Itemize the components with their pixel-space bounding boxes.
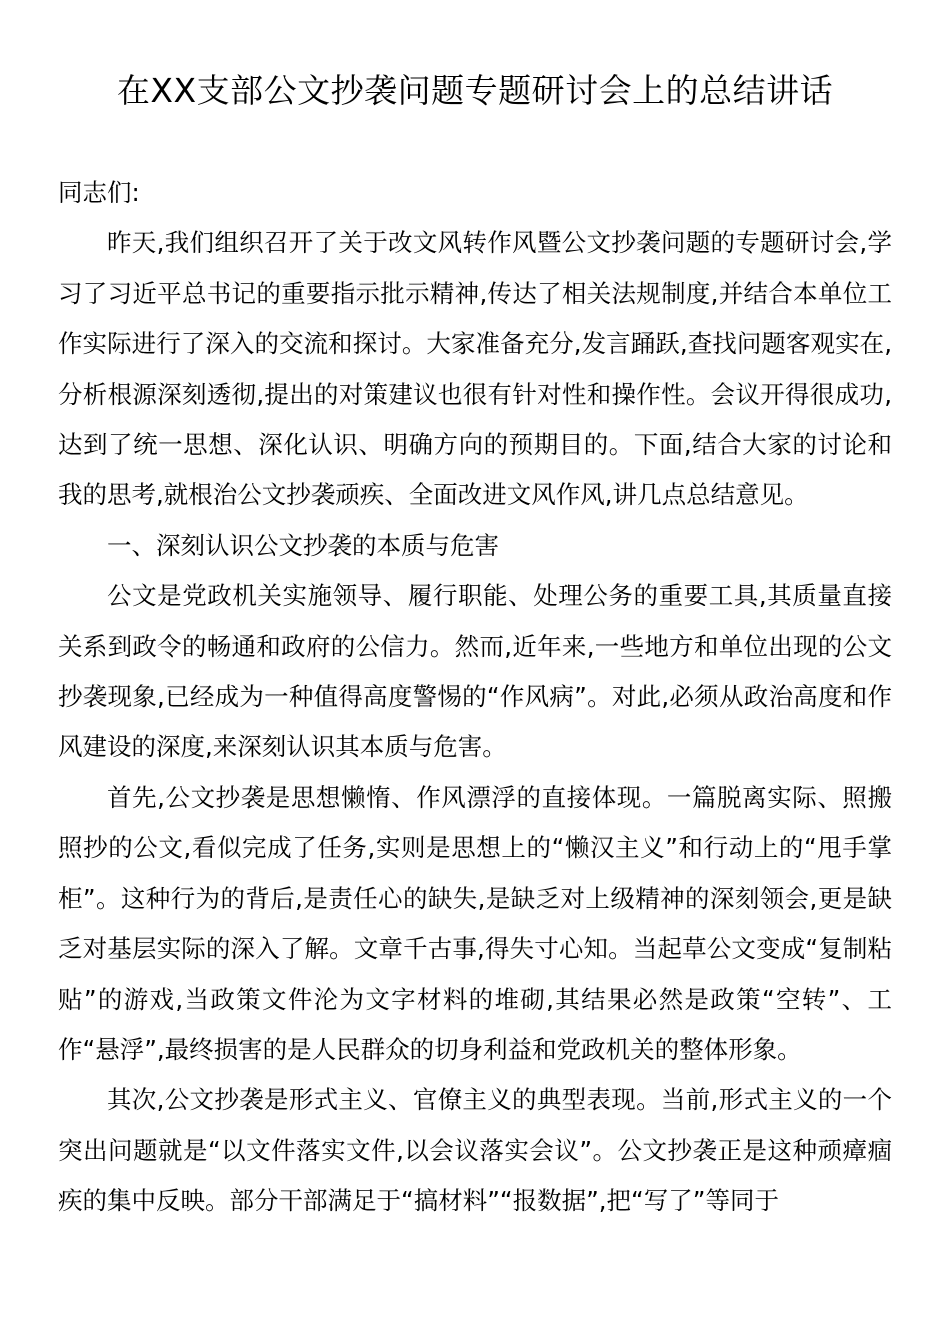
- section-1-paragraph-2: 首先,公文抄袭是思想懒惰、作风漂浮的直接体现。一篇脱离实际、照搬照抄的公文,看似完成了任务,实则是思想上的“懒汉主义”和行动上的“甩手掌柜”。这种行为的背后,是责任心的缺失,是缺乏对上级精神的深刻领会,更是缺乏对基层实际的深入了解。文章千古事,得失寸心知。当起草公文变成“复制粘贴”的游戏,当政策文件沦为文字材料的堆砌,其结果必然是政策“空转”、工作“悬浮”,最终损害的是人民群众的切身利益和党政机关的整体形象。: [58, 782, 892, 1064]
- section-1-heading: 一、深刻认识公文抄袭的本质与危害: [107, 530, 499, 560]
- intro-paragraph: 昨天,我们组织召开了关于改文风转作风暨公文抄袭问题的专题研讨会,学习了习近平总书记的重要指示批示精神,传达了相关法规制度,并结合本单位工作实际进行了深入的交流和探讨。大家准备充分,发言踊跃,查找问题客观实在,分析根源深刻透彻,提出的对策建议也很有针对性和操作性。会议开得很成功,达到了统一思想、深化认识、明确方向的预期目的。下面,结合大家的讨论和我的思考,就根治公文抄袭顽疾、全面改进文风作风,讲几点总结意见。: [58, 228, 892, 510]
- title-spacer: [58, 124, 892, 168]
- section-1-paragraph-3: 其次,公文抄袭是形式主义、官僚主义的典型表现。当前,形式主义的一个突出问题就是“以文件落实文件,以会议落实会议”。公文抄袭正是这种顽瘴痼疾的集中反映。部分干部满足于“搞材料”“报数据”,把“写了”等同于: [58, 1085, 892, 1216]
- salutation: 同志们:: [58, 178, 140, 207]
- section-1-paragraph-1: 公文是党政机关实施领导、履行职能、处理公务的重要工具,其质量直接关系到政令的畅通和政府的公信力。然而,近年来,一些地方和单位出现的公文抄袭现象,已经成为一种值得高度警惕的“作风病”。对此,必须从政治高度和作风建设的深度,来深刻认识其本质与危害。: [58, 581, 892, 762]
- document-title: 在XX支部公文抄袭问题专题研讨会上的总结讲话: [116, 71, 834, 110]
